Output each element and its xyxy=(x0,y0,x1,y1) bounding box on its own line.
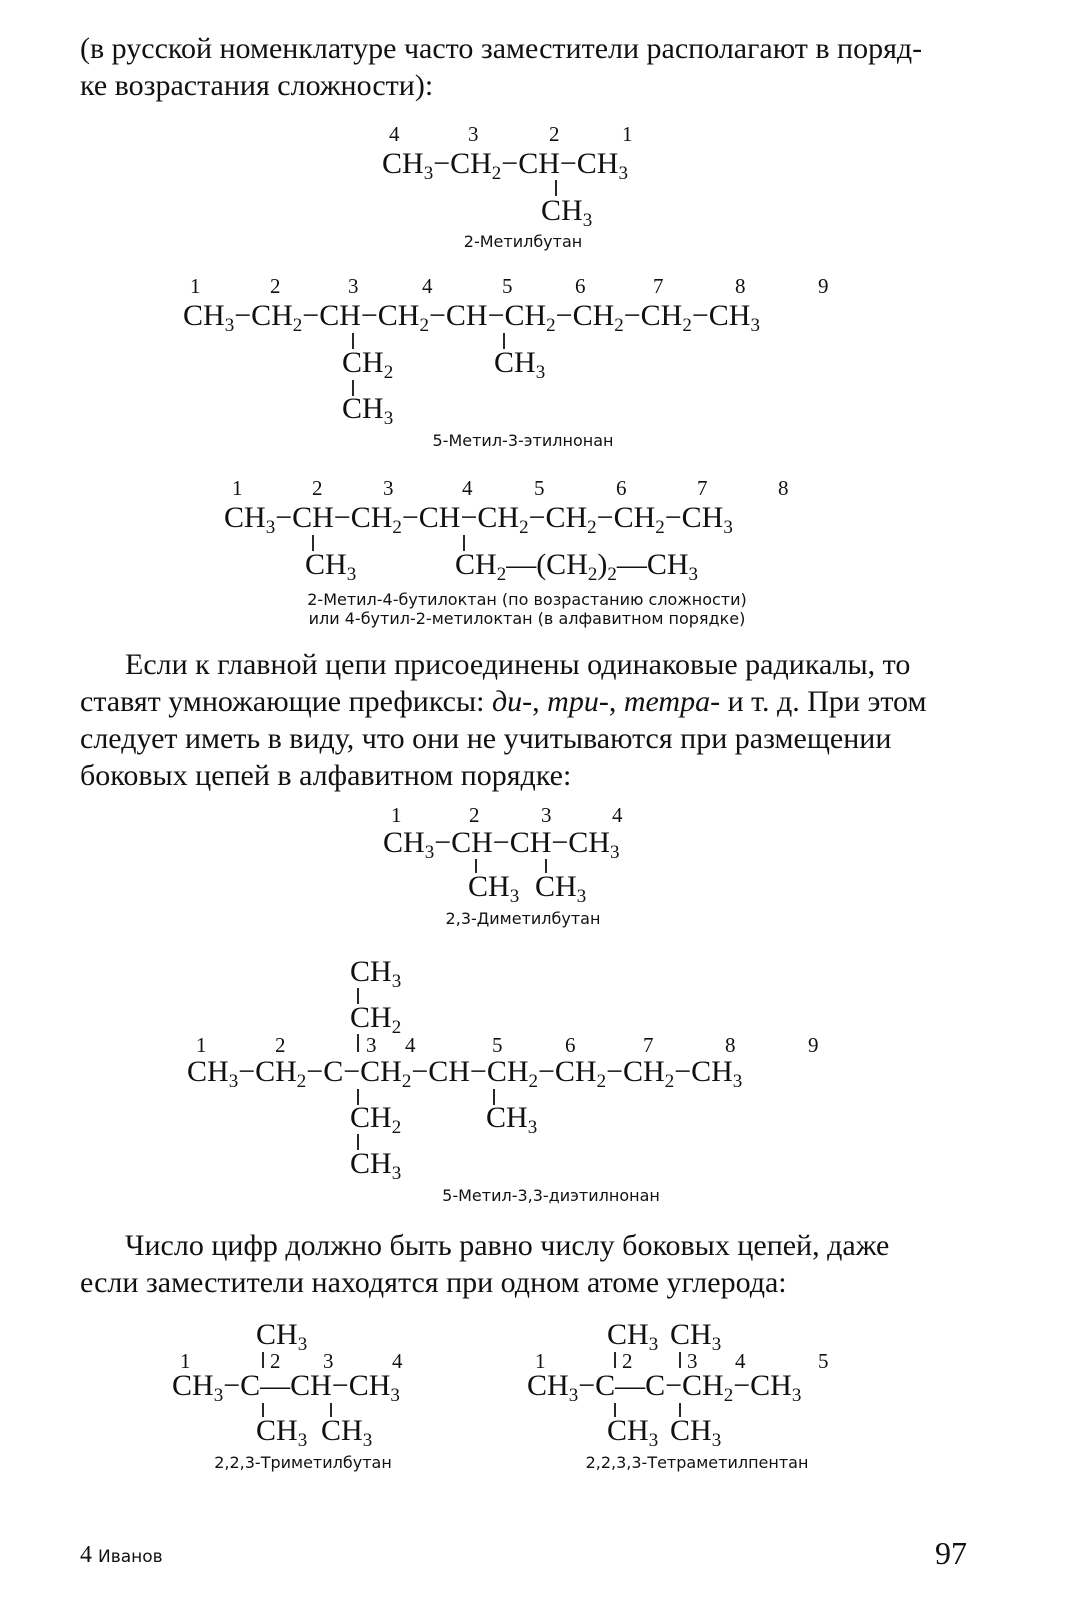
svg-text:8: 8 xyxy=(725,1033,736,1057)
svg-text:CH3−C—CH−CH3: $CH_3-C—CH-CH_3$ xyxy=(172,1369,400,1406)
svg-text:CH3: $CH_3$ xyxy=(350,955,402,992)
svg-text:3: 3 xyxy=(366,1033,377,1057)
svg-text:1: 1 xyxy=(180,1349,191,1373)
svg-text:1: 1 xyxy=(535,1349,546,1373)
digit-count-paragraph xyxy=(80,1227,990,1301)
svg-text:1: 1 xyxy=(622,122,633,146)
svg-text:2: 2 xyxy=(549,122,560,146)
svg-text:7: 7 xyxy=(643,1033,654,1057)
svg-text:5: 5 xyxy=(818,1349,829,1373)
svg-text:2: 2 xyxy=(275,1033,286,1057)
svg-text:2: 2 xyxy=(622,1349,633,1373)
prefix-tri: три- xyxy=(547,685,609,718)
svg-text:CH3: $CH_3$ xyxy=(256,1318,308,1355)
svg-text:5: 5 xyxy=(534,476,545,500)
caption-2-methylbutane: 2-Метилбутан xyxy=(463,232,583,251)
caption-2-methyl-4-butyloctane-b: или 4-бутил-2-метилоктан (в алфавитном порядке) xyxy=(308,609,746,628)
svg-text:4: 4 xyxy=(405,1033,416,1057)
svg-text:4: 4 xyxy=(422,274,433,298)
svg-text:6: 6 xyxy=(616,476,627,500)
svg-text:4: 4 xyxy=(735,1349,746,1373)
svg-text:5: 5 xyxy=(492,1033,503,1057)
para2-line-4: боковых цепей в алфавитном порядке: xyxy=(80,759,572,792)
svg-text:CH2: $CH_2$ xyxy=(342,346,394,383)
multiplying-prefixes-paragraph xyxy=(80,646,990,794)
svg-text:CH3: $CH_3$ xyxy=(342,392,394,429)
svg-text:CH3: $CH_3$ xyxy=(486,1101,538,1138)
caption-2-methyl-4-butyloctane-a: 2-Метил-4-бутилоктан (по возрастанию сложности) xyxy=(307,590,747,609)
svg-text:CH3: $CH_3$ xyxy=(494,346,546,383)
svg-text:3: 3 xyxy=(541,803,552,827)
svg-text:CH3: $CH_3$ xyxy=(535,870,587,907)
svg-text:CH3: $CH_3$ xyxy=(670,1318,722,1355)
formula-2-methylbutane xyxy=(382,122,633,251)
svg-text:6: 6 xyxy=(565,1033,576,1057)
para2-line-2: ставят умножающие префиксы: ди-, три-, тетра- и т. д. При этом xyxy=(80,685,927,718)
svg-text:CH3: $CH_3$ xyxy=(607,1318,659,1355)
formula-2-3-dimethylbutane xyxy=(383,803,623,928)
signature-number: 4 xyxy=(80,1542,92,1568)
svg-text:CH3: $CH_3$ xyxy=(256,1414,308,1451)
svg-text:1: 1 xyxy=(391,803,402,827)
svg-text:5: 5 xyxy=(502,274,513,298)
svg-text:6: 6 xyxy=(575,274,586,298)
svg-text:CH2—(CH2)2—CH3: $CH_2—(CH_2)_2—CH_3$ xyxy=(455,548,699,585)
author-name: Иванов xyxy=(98,1547,163,1567)
svg-text:CH2: $CH_2$ xyxy=(350,1101,402,1138)
svg-text:2: 2 xyxy=(312,476,323,500)
svg-text:CH3−C—C−CH2−CH3: $CH_3-C—C-CH_2-CH_3$ xyxy=(527,1369,802,1406)
svg-text:CH3: $CH_3$ xyxy=(670,1414,722,1451)
svg-text:CH3−CH2−C−CH2−CH−CH2−CH2−CH2−C: $CH_3-CH_2-C-CH_2-CH-CH_2-CH_2-CH_2-CH_3$ xyxy=(187,1055,743,1092)
svg-text:3: 3 xyxy=(687,1349,698,1373)
svg-text:CH2: $CH_2$ xyxy=(350,1001,402,1038)
svg-text:3: 3 xyxy=(468,122,479,146)
svg-text:CH3: $CH_3$ xyxy=(468,870,520,907)
svg-text:4: 4 xyxy=(612,803,623,827)
prefix-di: ди- xyxy=(491,685,533,718)
svg-text:CH3−CH−CH−CH3: $CH_3-CH-CH-CH_3$ xyxy=(383,826,620,863)
footer-signature xyxy=(80,1542,163,1569)
svg-text:CH3: $CH_3$ xyxy=(321,1414,373,1451)
page-number: 97 xyxy=(935,1535,967,1571)
para3-line-2: если заместители находятся при одном атоме углерода: xyxy=(80,1266,787,1299)
svg-text:2: 2 xyxy=(270,1349,281,1373)
para2-line-3: следует иметь в виду, что они не учитываются при размещении xyxy=(80,722,892,755)
svg-text:4: 4 xyxy=(462,476,473,500)
para2-line-1: Если к главной цепи присоединены одинаковые радикалы, то xyxy=(125,648,911,681)
caption-2-2-3-trimethylbutane: 2,2,3-Триметилбутан xyxy=(214,1453,392,1472)
svg-text:8: 8 xyxy=(735,274,746,298)
svg-text:3: 3 xyxy=(323,1349,334,1373)
formula-2-2-3-3-tetramethylpentane xyxy=(527,1318,829,1472)
formula-2-2-3-trimethylbutane xyxy=(172,1318,403,1472)
svg-text:1: 1 xyxy=(196,1033,207,1057)
formula-5-methyl-3-ethylnonane xyxy=(183,274,829,450)
svg-text:8: 8 xyxy=(778,476,789,500)
caption-2-2-3-3-tetramethylpentane: 2,2,3,3-Тетраметилпентан xyxy=(585,1453,809,1472)
svg-text:CH3: $CH_3$ xyxy=(350,1147,402,1184)
intro-line-2: ке возрастания сложности): xyxy=(80,69,434,102)
svg-text:3: 3 xyxy=(348,274,359,298)
svg-text:2: 2 xyxy=(469,803,480,827)
svg-text:7: 7 xyxy=(653,274,664,298)
svg-text:2: 2 xyxy=(270,274,281,298)
formula-2-methyl-4-butyloctane xyxy=(224,476,789,628)
svg-text:CH3−CH2−CH−CH3: $CH_3-CH_2-CH-CH_3$ xyxy=(382,147,628,184)
svg-text:9: 9 xyxy=(808,1033,819,1057)
svg-text:7: 7 xyxy=(697,476,708,500)
svg-text:3: 3 xyxy=(383,476,394,500)
svg-text:4: 4 xyxy=(389,122,400,146)
svg-text:9: 9 xyxy=(818,274,829,298)
svg-text:CH3−CH2−CH−CH2−CH−CH2−CH2−CH2−: $CH_3-CH_2-CH-CH_2-CH-CH_2-CH_2-CH_2-CH_3$ xyxy=(183,299,760,336)
intro-line-1: (в русской номенклатуре часто заместители располагают в поряд- xyxy=(80,32,923,65)
para3-line-1: Число цифр должно быть равно числу боковых цепей, даже xyxy=(125,1229,890,1262)
formula-5-methyl-3-3-diethylnonane xyxy=(187,955,819,1205)
svg-text:1: 1 xyxy=(232,476,243,500)
caption-2-3-dimethylbutane: 2,3-Диметилбутан xyxy=(445,909,601,928)
prefix-tetra: тетра- xyxy=(623,685,721,718)
svg-text:CH3: $CH_3$ xyxy=(607,1414,659,1451)
caption-5-methyl-3-3-diethylnonane: 5-Метил-3,3-диэтилнонан xyxy=(442,1186,660,1205)
svg-text:CH3−CH−CH2−CH−CH2−CH2−CH2−CH3: $CH_3-CH-CH_2-CH-CH_2-CH_2-CH_2-CH_3$ xyxy=(224,501,733,538)
svg-text:CH3: $CH_3$ xyxy=(541,194,593,231)
caption-5-methyl-3-ethylnonane: 5-Метил-3-этилнонан xyxy=(432,431,614,450)
svg-text:CH3: $CH_3$ xyxy=(305,548,357,585)
svg-text:4: 4 xyxy=(392,1349,403,1373)
svg-text:1: 1 xyxy=(190,274,201,298)
